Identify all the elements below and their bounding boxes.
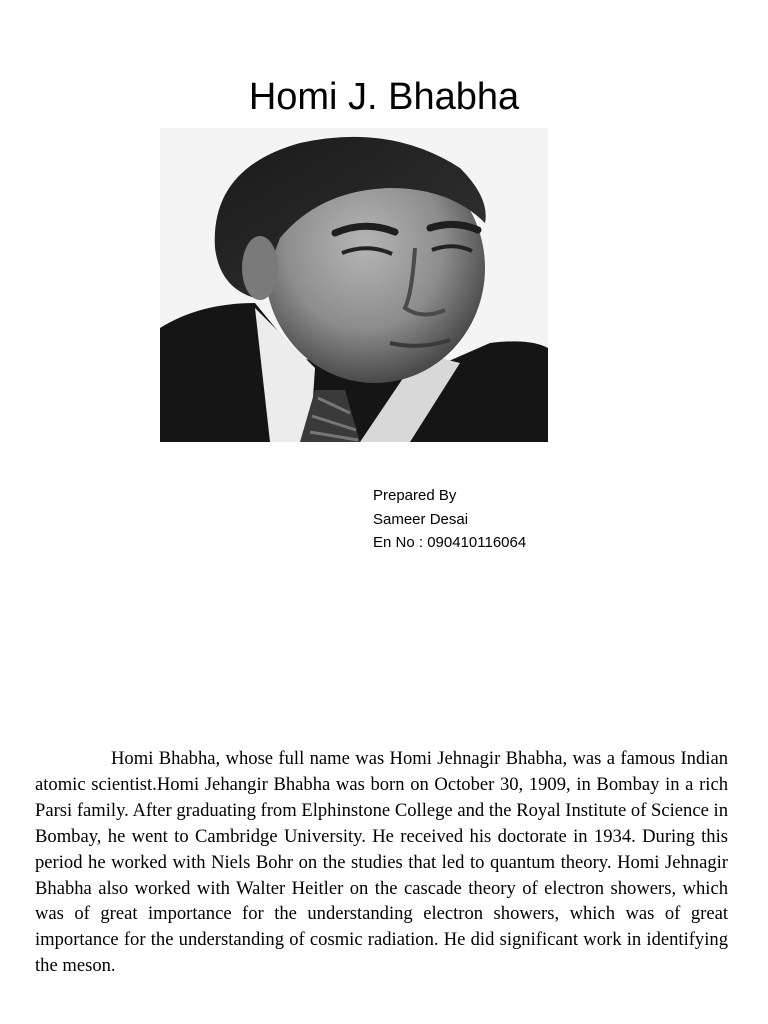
biography-paragraph: Homi Bhabha, whose full name was Homi Jehnagir Bhabha, was a famous Indian atomic scientist.Homi Jehangir Bhabha was born on October 30, 1909, in Bombay in a rich Parsi family. After graduating from Elphinstone College and the Royal Institute of Science in Bombay, he went to Cambridge University. He received his doctorate in 1934. During this period he worked with Niels Bohr on the studies that led to quantum theory. Homi Jehnagir Bhabha also worked with Walter Heitler on the cascade theory of electron showers, which was of great importance for the understanding electron showers, which was of great importance for the understanding of cosmic radiation. He did significant work in identifying the meson. — [35, 748, 728, 977]
prepared-by-label: Prepared By — [373, 487, 457, 504]
page-title: Homi J. Bhabha — [248, 76, 520, 119]
credits-block — [373, 484, 526, 555]
enrollment-number: En No : 090410116064 — [373, 534, 527, 551]
author-name: Sameer Desai — [373, 510, 469, 528]
portrait-photo-icon — [160, 128, 548, 442]
portrait-photo — [160, 128, 548, 442]
